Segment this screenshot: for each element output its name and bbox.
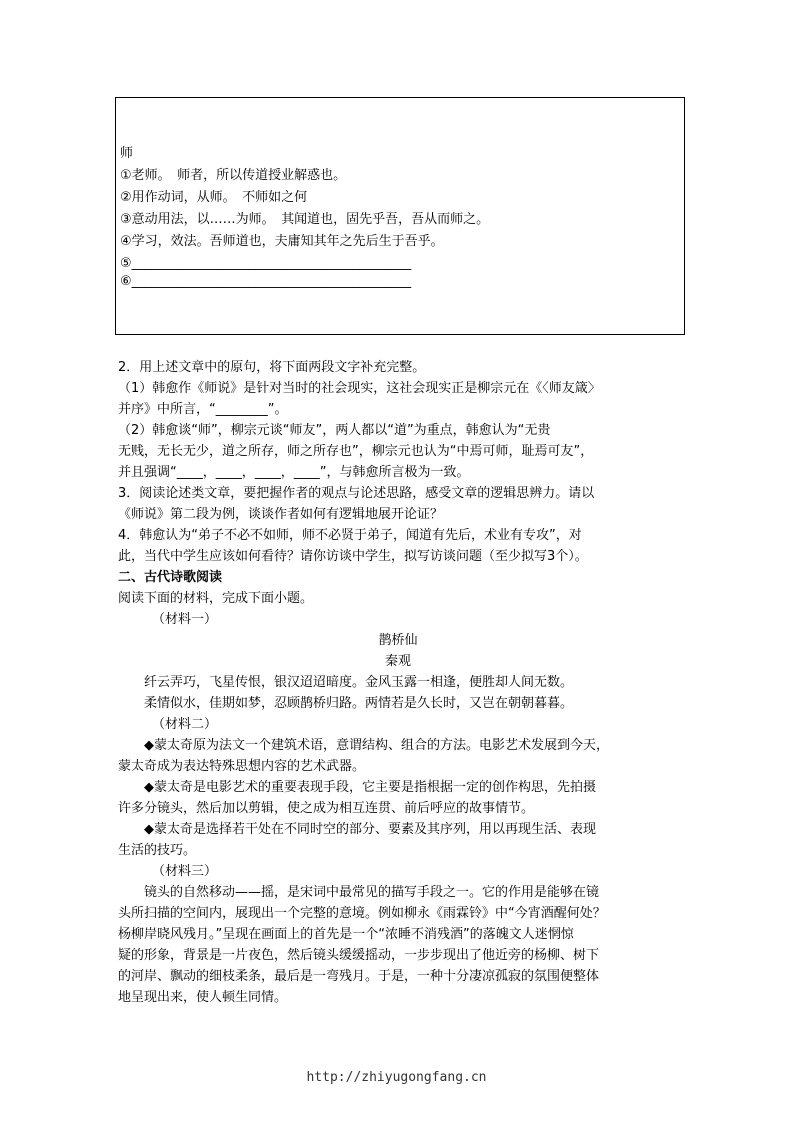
material-1-label: （材料一） — [152, 612, 218, 627]
material-2-bullet-2-line1: ◆蒙太奇是电影艺术的重要表现手段，它主要是指根据一定的创作构思，先拍摄 — [144, 780, 596, 795]
material-2-bullet-2-line2: 许多分镜头，然后加以剪辑，使之成为相互连贯、前后呼应的故事情节。 — [118, 801, 535, 816]
material-3-label: （材料三） — [152, 864, 218, 879]
definition-box — [115, 97, 685, 335]
poem-author: 秦观 — [384, 654, 411, 669]
q2-p2-line1: （2）韩愈谈“师”，柳宗元谈“师友”，两人都以“道”为重点，韩愈认为“无贵 — [118, 423, 551, 438]
poem-title: 鹊桥仙 — [378, 633, 418, 648]
material-2-bullet-3-line2: 生活的技巧。 — [118, 843, 197, 858]
box-line-2: ②用作动词，从师。 不师如之何 — [120, 190, 308, 205]
q2-p2-line3: 并且强调“____，____，____，____”，与韩愈所言极为一致。 — [118, 465, 470, 480]
material-3-line3: 杨柳岸晓风残月。”呈现在画面上的首先是一个“浓睡不消残酒”的落魄文人迷惘惊 — [118, 927, 574, 942]
material-2-bullet-3-line1: ◆蒙太奇是选择若干处在不同时空的部分、要素及其序列，用以再现生活、表现 — [144, 822, 596, 837]
questions-body — [118, 357, 678, 1008]
poem-line-1: 纤云弄巧，飞星传恨，银汉迢迢暗度。金风玉露一相逢，便胜却人间无数。 — [144, 675, 574, 690]
box-line-6-blank: ⑥___________________________________________ — [120, 274, 412, 289]
footer-url[interactable]: http://zhiyugongfang.cn — [306, 1070, 487, 1085]
q4-line1: 4．韩愈认为“弟子不必不如师，师不必贤于弟子，闻道有先后，术业有专攻”，对 — [118, 528, 582, 543]
q2-p1-line1: （1）韩愈作《师说》是针对当时的社会现实，这社会现实正是柳宗元在《〈师友箴〉 — [118, 381, 601, 396]
material-2-bullet-1-line2: 蒙太奇成为表达特殊思想内容的艺术武器。 — [118, 759, 366, 774]
material-3-line6: 地呈现出来，使人顿生同情。 — [118, 990, 288, 1005]
q3-line1: 3．阅读论述类文章，要把握作者的观点与论述思路，感受文章的逻辑思辨力。请以 — [118, 486, 595, 501]
box-title: 师 — [120, 146, 134, 161]
material-3-line1: 镜头的自然移动——摇，是宋词中最常见的描写手段之一。它的作用是能够在镜 — [144, 885, 600, 900]
section-heading: 二、古代诗歌阅读 — [118, 570, 223, 585]
q2-p1-line2: 并序》中所言，“________”。 — [118, 402, 288, 417]
q4-line2: 此，当代中学生应该如何看待？请你访谈中学生，拟写访谈问题（至少拟写3个）。 — [118, 549, 588, 564]
material-3-line4: 疑的形象，背景是一片夜色，然后镜头缓缓摇动，一步步现出了他近旁的杨柳、树下 — [118, 948, 600, 963]
box-line-5-blank: ⑤___________________________________________ — [120, 256, 412, 271]
section-intro: 阅读下面的材料，完成下面小题。 — [118, 591, 314, 606]
box-line-4: ④学习，效法。吾师道也，夫庸知其年之先后生于吾乎。 — [120, 234, 444, 249]
q2-title: 2．用上述文章中的原句，将下面两段文字补充完整。 — [118, 360, 426, 375]
poem-line-2: 柔情似水，佳期如梦，忍顾鹊桥归路。两情若是久长时，又岂在朝朝暮暮。 — [144, 696, 574, 711]
box-line-1: ①老师。 师者，所以传道授业解惑也。 — [120, 168, 347, 183]
material-2-bullet-1-line1: ◆蒙太奇原为法文一个建筑术语，意谓结构、组合的方法。电影艺术发展到今天， — [144, 738, 609, 753]
box-line-3: ③意动用法，以……为师。 其闻道也，固先乎吾，吾从而师之。 — [120, 212, 490, 227]
material-3-line2: 头所扫描的空间内，展现出一个完整的意境。例如柳永《雨霖铃》中“今宵酒醒何处？ — [118, 906, 606, 921]
material-2-label: （材料二） — [152, 717, 218, 732]
material-3-line5: 的河岸、飘动的细枝柔条，最后是一弯残月。于是，一种十分凄凉孤寂的氛围便整体 — [118, 969, 600, 984]
q2-p2-line2: 无贱，无长无少，道之所存，师之所存也”，柳宗元也认为“中焉可师，耻焉可友”， — [118, 444, 594, 459]
q3-line2: 《师说》第二段为例，谈谈作者如何有逻辑地展开论证？ — [118, 507, 444, 522]
